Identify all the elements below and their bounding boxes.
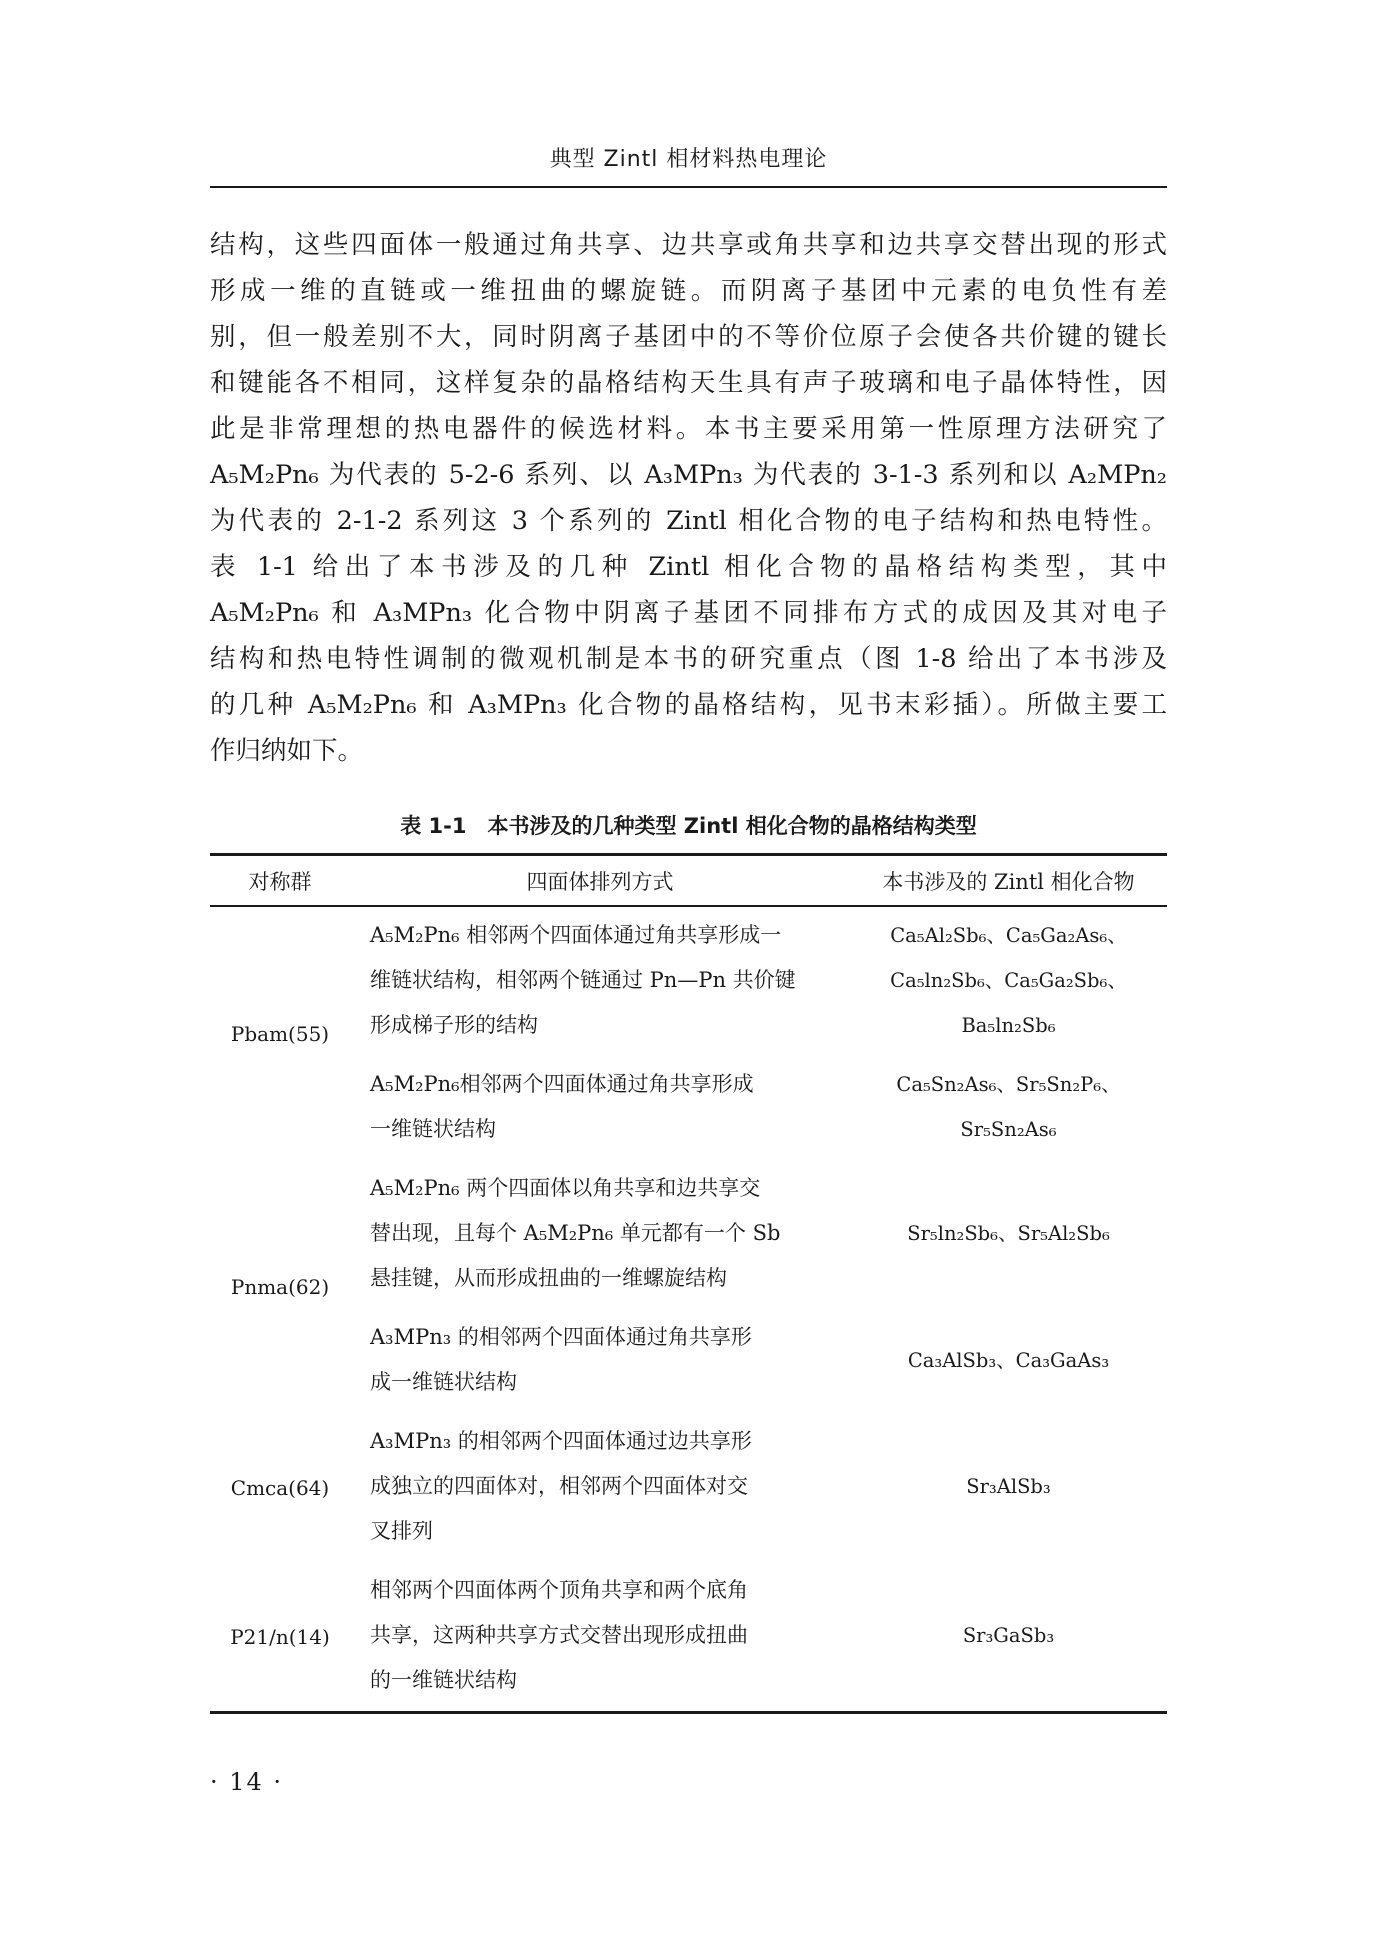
- cell-line: Ca₅Sn₂As₆、Sr₅Sn₂P₆、: [896, 1073, 1121, 1096]
- table-row: [350, 1413, 1167, 1562]
- header-rule: [210, 186, 1167, 188]
- cell-line: A₅M₂Pn₆ 相邻两个四面体通过角共享形成一: [370, 923, 782, 947]
- symmetry-cell: Cmca(64): [230, 1475, 330, 1500]
- cell-line: Sr₃AlSb₃: [966, 1475, 1051, 1498]
- cell-line: Ca₅ln₂Sb₆、Ca₅Ga₂Sb₆、: [890, 969, 1127, 992]
- cell-line: 悬挂键，从而形成扭曲的一维螺旋结构: [370, 1266, 727, 1290]
- cell-line: Sr₅Sn₂As₆: [960, 1118, 1057, 1141]
- header-arrangement: 四面体排列方式: [526, 869, 674, 894]
- symmetry-cell: Pnma(62): [230, 1274, 330, 1299]
- table-group: [210, 1160, 1167, 1413]
- cell-line: 一维链状结构: [370, 1117, 496, 1141]
- body-line: 作归纳如下。: [210, 736, 364, 766]
- cell-line: Ca₅Al₂Sb₆、Ca₅Ga₂As₆、: [890, 924, 1127, 947]
- body-line: A₅M₂Pn₆ 和 A₃MPn₃ 化合物中阴离子基团不同排布方式的成因及其对电子: [210, 598, 1167, 628]
- compounds-cell: [850, 1062, 1167, 1152]
- body-line: 别，但一般差别不大，同时阴离子基团中的不等价位原子会使各共价键的键长: [210, 322, 1167, 352]
- body-line: A₅M₂Pn₆ 为代表的 5-2-6 系列、以 A₃MPn₃ 为代表的 3-1-3 系列和以 A₂MPn₂: [210, 460, 1167, 490]
- arrangement-cell: [350, 1315, 850, 1405]
- table-group: [210, 1562, 1167, 1711]
- cell-line: A₅M₂Pn₆相邻两个四面体通过角共享形成: [370, 1072, 754, 1096]
- cell-line: 维链状结构，相邻两个链通过 Pn—Pn 共价键: [370, 968, 796, 992]
- cell-line: 替出现，且每个 A₅M₂Pn₆ 单元都有一个 Sb: [370, 1221, 781, 1245]
- structure-table: [210, 853, 1167, 1714]
- cell-line: Ca₃AlSb₃、Ca₃GaAs₃: [907, 1348, 1110, 1372]
- cell-line: A₃MPn₃ 的相邻两个四面体通过边共享形: [370, 1429, 752, 1453]
- cell-line: Sr₃GaSb₃: [962, 1624, 1055, 1647]
- cell-line: 叉排列: [370, 1519, 433, 1543]
- body-line: 为代表的 2-1-2 系列这 3 个系列的 Zintl 相化合物的电子结构和热电特性。: [210, 506, 1167, 536]
- cell-line: Sr₅ln₂Sb₆、Sr₅Al₂Sb₆: [907, 1222, 1110, 1245]
- header-symmetry: 对称群: [248, 869, 312, 894]
- compounds-cell: [850, 1568, 1167, 1703]
- table-row: [350, 1160, 1167, 1309]
- symmetry-cell: P21/n(14): [230, 1624, 330, 1649]
- arrangement-cell: [350, 1062, 850, 1152]
- body-line: 形成一维的直链或一维扭曲的螺旋链。而阴离子基团中元素的电负性有差: [210, 276, 1167, 306]
- body-line: 的几种 A₅M₂Pn₆ 和 A₃MPn₃ 化合物的晶格结构，见书末彩插）。所做主要工: [210, 690, 1167, 720]
- compounds-cell: [850, 1315, 1167, 1405]
- arrangement-cell: [350, 913, 850, 1048]
- compounds-cell: [850, 1166, 1167, 1301]
- table-row: [350, 1562, 1167, 1711]
- table-group: [210, 907, 1167, 1160]
- table-row: [350, 1309, 1167, 1413]
- cell-line: A₅M₂Pn₆ 两个四面体以角共享和边共享交: [370, 1176, 761, 1200]
- table-row: [350, 1056, 1167, 1160]
- running-header: 典型 Zintl 相材料热电理论: [549, 147, 828, 172]
- cell-line: A₃MPn₃ 的相邻两个四面体通过角共享形: [370, 1325, 752, 1349]
- body-text: [210, 222, 1167, 774]
- body-line: 结构，这些四面体一般通过角共享、边共享或角共享和边共享交替出现的形式: [210, 230, 1167, 260]
- body-line: 表 1-1 给出了本书涉及的几种 Zintl 相化合物的晶格结构类型，其中: [210, 552, 1167, 582]
- arrangement-cell: [350, 1419, 850, 1554]
- arrangement-cell: [350, 1166, 850, 1301]
- table-group: [210, 1413, 1167, 1562]
- cell-line: 成一维链状结构: [370, 1370, 517, 1394]
- table-header-row: [210, 856, 1167, 907]
- cell-line: 相邻两个四面体两个顶角共享和两个底角: [370, 1578, 748, 1602]
- cell-line: 形成梯子形的结构: [370, 1013, 538, 1037]
- compounds-cell: [850, 913, 1167, 1048]
- table-caption: 表 1-1 本书涉及的几种类型 Zintl 相化合物的晶格结构类型: [400, 814, 977, 838]
- body-line: 结构和热电特性调制的微观机制是本书的研究重点（图 1-8 给出了本书涉及: [210, 644, 1167, 674]
- cell-line: 成独立的四面体对，相邻两个四面体对交: [370, 1474, 748, 1498]
- cell-line: 共享，这两种共享方式交替出现形成扭曲: [370, 1623, 748, 1647]
- body-line: 和键能各不相同，这样复杂的晶格结构天生具有声子玻璃和电子晶体特性，因: [210, 368, 1167, 398]
- body-line: 此是非常理想的热电器件的候选材料。本书主要采用第一性原理方法研究了: [210, 414, 1167, 444]
- header-compounds: 本书涉及的 Zintl 相化合物: [882, 869, 1135, 894]
- cell-line: 的一维链状结构: [370, 1668, 517, 1692]
- cell-line: Ba₅ln₂Sb₆: [961, 1014, 1056, 1037]
- page-number: · 14 ·: [210, 1768, 284, 1796]
- table-row: [350, 907, 1167, 1056]
- symmetry-cell: Pbam(55): [230, 1021, 330, 1046]
- compounds-cell: [850, 1419, 1167, 1554]
- arrangement-cell: [350, 1568, 850, 1703]
